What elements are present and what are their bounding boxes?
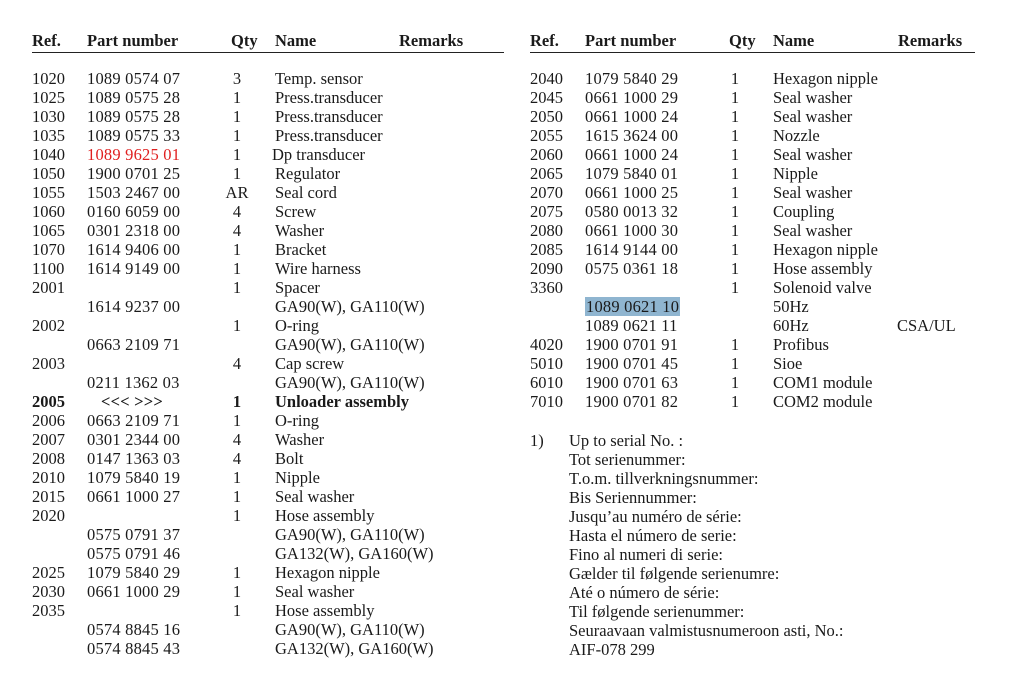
table-row	[530, 183, 975, 202]
cell-qty: 1	[232, 582, 242, 601]
footnote-line	[530, 526, 980, 545]
cell-qty: 1	[232, 506, 242, 525]
cell-part-number: 1614 9237 00	[87, 297, 181, 316]
cell-ref: 5010	[530, 354, 563, 373]
cell-name: COM1 module	[773, 373, 873, 392]
cell-ref: 2085	[530, 240, 563, 259]
cell-part-number: 0663 2109 71	[87, 335, 181, 354]
cell-name: 50Hz	[773, 297, 809, 316]
table-row	[530, 240, 975, 259]
cell-ref: 1020	[32, 69, 65, 88]
cell-qty: 4	[232, 430, 242, 449]
header-name: Name	[773, 31, 815, 50]
cell-part-number: 0160 6059 00	[87, 202, 181, 221]
table-row	[32, 145, 504, 164]
table-row	[32, 449, 504, 468]
cell-qty: 1	[730, 335, 740, 354]
cell-name: 60Hz	[773, 316, 809, 335]
cell-ref: 1055	[32, 183, 65, 202]
footnote-line	[530, 545, 980, 564]
cell-ref: 1065	[32, 221, 65, 240]
cell-part-number: 0575 0361 18	[585, 259, 679, 278]
cell-name: Seal washer	[773, 183, 853, 202]
cell-name: Press.transducer	[275, 107, 383, 126]
cell-name: O-ring	[275, 411, 319, 430]
cell-ref: 2070	[530, 183, 563, 202]
cell-qty: 4	[232, 202, 242, 221]
table-row	[530, 297, 975, 316]
footnote-text: Bis Seriennummer:	[569, 488, 697, 507]
parts-table-left	[32, 30, 504, 658]
cell-name: Hexagon nipple	[275, 563, 380, 582]
table-row	[32, 525, 504, 544]
table-row	[32, 297, 504, 316]
cell-qty: 1	[730, 373, 740, 392]
cell-name: Washer	[275, 430, 325, 449]
footnote-text: AIF-078 299	[569, 640, 655, 659]
cell-part-number: 1900 0701 82	[585, 392, 679, 411]
cell-qty: 1	[232, 126, 242, 145]
cell-qty: 1	[232, 278, 242, 297]
cell-name: Temp. sensor	[275, 69, 363, 88]
cell-part-number: 1900 0701 45	[585, 354, 679, 373]
cell-name: Coupling	[773, 202, 835, 221]
cell-qty: 1	[232, 145, 242, 164]
cell-name: O-ring	[275, 316, 319, 335]
table-row	[530, 164, 975, 183]
table-row	[530, 316, 975, 335]
cell-ref: 2020	[32, 506, 65, 525]
footnote-line	[530, 507, 980, 526]
cell-part-number: 1615 3624 00	[585, 126, 679, 145]
footnote-text: Hasta el número de serie:	[569, 526, 737, 545]
cell-qty: 1	[730, 88, 740, 107]
cell-name: Cap screw	[275, 354, 345, 373]
cell-part-number: 1089 0575 28	[87, 88, 181, 107]
table-row	[32, 69, 504, 88]
table-row	[32, 506, 504, 525]
header-ref: Ref.	[530, 31, 559, 50]
table-row	[32, 373, 504, 392]
cell-name: Sioe	[773, 354, 803, 373]
cell-ref: 2025	[32, 563, 65, 582]
cell-part-number: 0301 2344 00	[87, 430, 181, 449]
cell-part-number: 1079 5840 19	[87, 468, 181, 487]
cell-part-number: 1503 2467 00	[87, 183, 181, 202]
cell-name: Nipple	[773, 164, 818, 183]
cell-qty: 1	[232, 259, 242, 278]
cell-name: Screw	[275, 202, 317, 221]
table-row	[530, 335, 975, 354]
cell-part-number: 1900 0701 63	[585, 373, 679, 392]
table-body	[32, 69, 504, 658]
cell-part-number: 0661 1000 30	[585, 221, 679, 240]
cell-name: GA90(W), GA110(W)	[275, 525, 425, 544]
table-row	[32, 563, 504, 582]
table-row	[32, 582, 504, 601]
cell-part-number: <<< >>>	[101, 392, 163, 411]
cell-name: Seal washer	[773, 107, 853, 126]
cell-part-number: 0574 8845 16	[87, 620, 181, 639]
cell-name: GA90(W), GA110(W)	[275, 620, 425, 639]
table-row	[32, 107, 504, 126]
table-row	[32, 468, 504, 487]
cell-qty: 1	[232, 316, 242, 335]
cell-qty: 3	[232, 69, 242, 88]
cell-ref: 2002	[32, 316, 65, 335]
cell-name: GA132(W), GA160(W)	[275, 544, 434, 563]
cell-qty: 1	[232, 107, 242, 126]
cell-part-number: 0661 1000 25	[585, 183, 679, 202]
table-row	[32, 202, 504, 221]
cell-qty: 1	[730, 202, 740, 221]
footnote-line	[530, 621, 980, 640]
cell-ref: 2010	[32, 468, 65, 487]
cell-part-number: 1089 0621 11	[585, 316, 678, 335]
cell-part-number: 0580 0013 32	[585, 202, 679, 221]
header-part-number: Part number	[87, 31, 179, 50]
cell-name: Press.transducer	[275, 88, 383, 107]
table-row	[530, 259, 975, 278]
cell-ref: 2015	[32, 487, 65, 506]
table-row	[32, 354, 504, 373]
cell-ref: 1050	[32, 164, 65, 183]
table-row	[32, 183, 504, 202]
header-part-number: Part number	[585, 31, 677, 50]
cell-qty: 1	[730, 354, 740, 373]
cell-part-number: 0661 1000 24	[585, 145, 679, 164]
cell-part-number: 1079 5840 01	[585, 164, 679, 183]
footnote-line	[530, 450, 980, 469]
parts-table-right	[530, 30, 975, 411]
cell-name: GA90(W), GA110(W)	[275, 373, 425, 392]
cell-name: Washer	[275, 221, 325, 240]
header-remarks: Remarks	[898, 31, 963, 50]
cell-ref: 1025	[32, 88, 65, 107]
table-row	[32, 487, 504, 506]
table-row	[32, 278, 504, 297]
cell-ref: 6010	[530, 373, 563, 392]
cell-name: Hose assembly	[773, 259, 873, 278]
cell-part-number: 0211 1362 03	[87, 373, 180, 392]
cell-name: Seal washer	[773, 145, 853, 164]
cell-qty: 1	[232, 411, 242, 430]
cell-name: Profibus	[773, 335, 829, 354]
cell-qty: 1	[232, 468, 242, 487]
cell-ref: 1070	[32, 240, 65, 259]
cell-part-number: 1089 0574 07	[87, 69, 181, 88]
table-row	[32, 88, 504, 107]
cell-name: Solenoid valve	[773, 278, 872, 297]
footnote-text: Jusqu’au numéro de série:	[569, 507, 742, 526]
table-row	[530, 145, 975, 164]
cell-qty: AR	[225, 183, 249, 202]
cell-part-number: 1089 0621 10	[586, 297, 680, 316]
cell-name: Press.transducer	[275, 126, 383, 145]
cell-qty: 4	[232, 354, 242, 373]
table-row	[530, 88, 975, 107]
cell-name: Nipple	[275, 468, 320, 487]
header-remarks: Remarks	[399, 31, 464, 50]
cell-ref: 1035	[32, 126, 65, 145]
cell-part-number: 0661 1000 29	[87, 582, 181, 601]
footnote-line	[530, 431, 980, 450]
footnote-text: Tot serienummer:	[569, 450, 686, 469]
cell-name: Bracket	[275, 240, 327, 259]
table-row	[530, 354, 975, 373]
table-row	[32, 126, 504, 145]
cell-qty: 1	[232, 240, 242, 259]
cell-name: Regulator	[275, 164, 341, 183]
table-row	[32, 221, 504, 240]
cell-qty: 1	[730, 126, 740, 145]
cell-name: COM2 module	[773, 392, 873, 411]
table-row	[32, 430, 504, 449]
table-row	[530, 126, 975, 145]
cell-qty: 1	[232, 164, 242, 183]
header-qty: Qty	[231, 31, 258, 50]
cell-part-number: 1089 0575 33	[87, 126, 181, 145]
cell-ref: 2075	[530, 202, 563, 221]
cell-part-number: 1900 0701 25	[87, 164, 181, 183]
cell-name: Hose assembly	[275, 601, 375, 620]
cell-ref: 2050	[530, 107, 563, 126]
cell-ref: 2060	[530, 145, 563, 164]
cell-qty: 1	[730, 183, 740, 202]
cell-qty: 1	[730, 240, 740, 259]
cell-qty: 4	[232, 221, 242, 240]
table-row	[530, 392, 975, 411]
table-row	[530, 69, 975, 88]
cell-name: Seal cord	[275, 183, 337, 202]
cell-qty: 4	[232, 449, 242, 468]
cell-ref: 3360	[530, 278, 563, 297]
header-name: Name	[275, 31, 317, 50]
cell-name: Dp transducer	[272, 145, 366, 164]
footnote-line	[530, 602, 980, 621]
footnote-line	[530, 469, 980, 488]
cell-name: Nozzle	[773, 126, 820, 145]
cell-qty: 1	[730, 259, 740, 278]
cell-part-number: 1900 0701 91	[585, 335, 679, 354]
table-row	[32, 601, 504, 620]
cell-name: Bolt	[275, 449, 304, 468]
cell-name: Hose assembly	[275, 506, 375, 525]
cell-name: Spacer	[275, 278, 320, 297]
cell-part-number: 1089 9625 01	[87, 145, 181, 164]
table-row	[32, 411, 504, 430]
table-row	[32, 259, 504, 278]
cell-ref: 2001	[32, 278, 65, 297]
table-row	[32, 335, 504, 354]
footnote-line	[530, 583, 980, 602]
cell-name: Hexagon nipple	[773, 69, 878, 88]
table-row	[32, 392, 504, 411]
cell-qty: 1	[232, 601, 242, 620]
cell-name: Wire harness	[275, 259, 361, 278]
table-row	[32, 316, 504, 335]
table-row	[32, 620, 504, 639]
cell-part-number: 0574 8845 43	[87, 639, 181, 658]
cell-name: GA132(W), GA160(W)	[275, 639, 434, 658]
table-header	[32, 30, 504, 53]
cell-ref: 2008	[32, 449, 65, 468]
cell-name: GA90(W), GA110(W)	[275, 335, 425, 354]
cell-ref: 7010	[530, 392, 563, 411]
cell-part-number: 1614 9149 00	[87, 259, 181, 278]
footnote-line	[530, 564, 980, 583]
footnote-text: Up to serial No. :	[569, 431, 684, 450]
header-qty: Qty	[729, 31, 756, 50]
cell-qty: 1	[730, 145, 740, 164]
table-row	[530, 221, 975, 240]
cell-ref: 2035	[32, 601, 65, 620]
cell-part-number: 0301 2318 00	[87, 221, 181, 240]
cell-ref: 1100	[32, 259, 65, 278]
cell-name: Seal washer	[773, 88, 853, 107]
cell-ref: 2065	[530, 164, 563, 183]
cell-remarks: CSA/UL	[897, 316, 956, 335]
cell-ref: 2080	[530, 221, 563, 240]
footnote-text: Gælder til følgende serienumre:	[569, 564, 780, 583]
cell-name: Seal washer	[275, 487, 355, 506]
cell-qty: 1	[730, 69, 740, 88]
table-row	[32, 639, 504, 658]
table-row	[530, 202, 975, 221]
cell-name: Unloader assembly	[275, 392, 409, 411]
cell-part-number: 1614 9144 00	[585, 240, 679, 259]
cell-name: Hexagon nipple	[773, 240, 878, 259]
cell-ref: 2040	[530, 69, 563, 88]
cell-ref: 2005	[32, 392, 65, 411]
header-ref: Ref.	[32, 31, 61, 50]
footnote-text: Fino al numeri di serie:	[569, 545, 723, 564]
cell-qty: 1	[730, 278, 740, 297]
cell-qty: 1	[232, 487, 242, 506]
cell-ref: 2030	[32, 582, 65, 601]
cell-ref: 2045	[530, 88, 563, 107]
cell-part-number: 0663 2109 71	[87, 411, 181, 430]
serial-footnote	[530, 431, 980, 659]
footnote-text: T.o.m. tillverkningsnummer:	[569, 469, 759, 488]
cell-ref: 2055	[530, 126, 563, 145]
cell-ref: 1040	[32, 145, 65, 164]
footnote-line	[530, 488, 980, 507]
table-header	[530, 30, 975, 53]
footnote-text: Até o número de série:	[569, 583, 720, 602]
cell-qty: 1	[730, 164, 740, 183]
cell-ref: 4020	[530, 335, 563, 354]
table-row	[32, 164, 504, 183]
cell-part-number: 0661 1000 24	[585, 107, 679, 126]
cell-part-number: 1079 5840 29	[87, 563, 181, 582]
table-body	[530, 69, 975, 411]
cell-qty: 1	[232, 88, 242, 107]
cell-name: Seal washer	[275, 582, 355, 601]
cell-qty: 1	[730, 392, 740, 411]
cell-qty: 1	[232, 392, 242, 411]
cell-qty: 1	[730, 221, 740, 240]
cell-part-number: 0147 1363 03	[87, 449, 181, 468]
cell-ref: 2003	[32, 354, 65, 373]
footnote-marker: 1)	[530, 431, 544, 450]
cell-ref: 1030	[32, 107, 65, 126]
cell-ref: 2006	[32, 411, 65, 430]
table-row	[32, 240, 504, 259]
cell-part-number: 0575 0791 46	[87, 544, 181, 563]
cell-ref: 2090	[530, 259, 563, 278]
cell-name: Seal washer	[773, 221, 853, 240]
table-row	[530, 373, 975, 392]
cell-qty: 1	[730, 107, 740, 126]
cell-part-number: 0575 0791 37	[87, 525, 181, 544]
table-row	[32, 544, 504, 563]
cell-part-number: 0661 1000 27	[87, 487, 181, 506]
cell-ref: 1060	[32, 202, 65, 221]
table-row	[530, 278, 975, 297]
footnote-text: Til følgende serienummer:	[569, 602, 745, 621]
cell-part-number: 1614 9406 00	[87, 240, 181, 259]
cell-part-number: 0661 1000 29	[585, 88, 679, 107]
cell-part-number: 1079 5840 29	[585, 69, 679, 88]
cell-qty: 1	[232, 563, 242, 582]
footnote-line	[530, 640, 980, 659]
cell-part-number: 1089 0575 28	[87, 107, 181, 126]
cell-ref: 2007	[32, 430, 65, 449]
footnote-text: Seuraavaan valmistusnumeroon asti, No.:	[569, 621, 844, 640]
table-row	[530, 107, 975, 126]
cell-name: GA90(W), GA110(W)	[275, 297, 425, 316]
